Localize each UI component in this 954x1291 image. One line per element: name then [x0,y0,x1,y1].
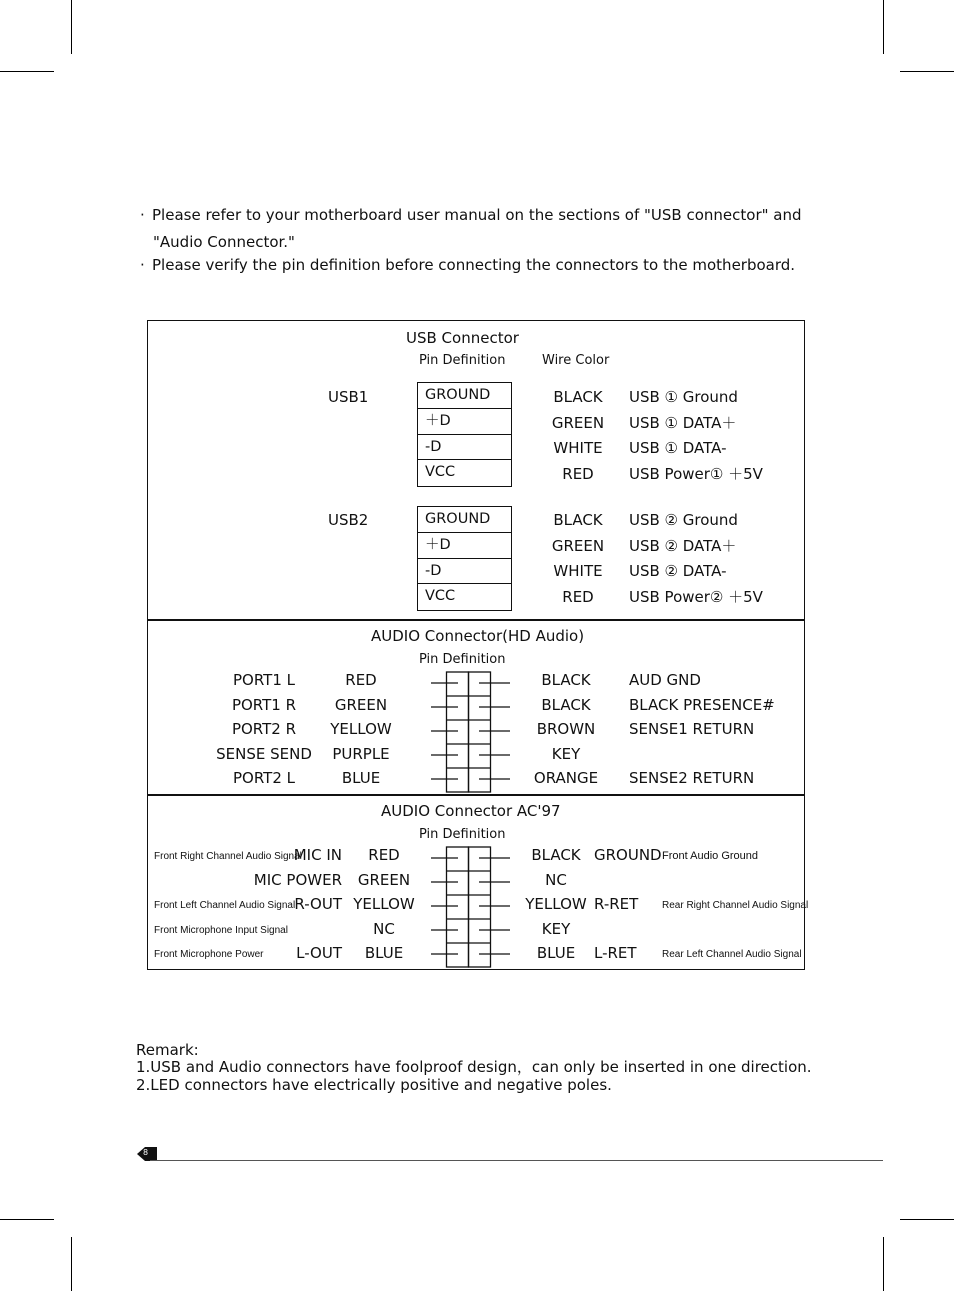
ac97-right-description: Rear Right Channel Audio Signal [662,900,809,911]
hd-audio-pin-header [428,671,513,793]
usb2-label: USB2 [328,511,369,529]
ac97-right-description: Rear Left Channel Audio Signal [662,949,802,960]
bullet: · [140,206,145,224]
audio-left-label: PORT2 L [232,769,295,787]
crop-mark [883,0,884,54]
wire-color: BLACK [553,511,603,529]
pin-cell: GROUND [418,507,511,533]
crop-mark [0,1219,54,1220]
pin-description: USB ① DATA＋ [629,414,737,432]
ac97-right-color: BLACK [531,846,581,864]
pin-cell: VCC [425,588,456,605]
audio-right-label: AUD GND [629,671,701,689]
ac97-right-label: R-RET [594,895,639,913]
wire-color: BLACK [553,388,603,406]
audio-left-label: SENSE SEND [216,745,312,763]
ac97-left-color: BLUE [364,944,404,962]
ac97-right-color: YELLOW [525,895,587,913]
remark-title: Remark: [136,1041,199,1059]
page-number: 8 [143,1148,149,1157]
ac97-pin-header [428,846,513,968]
ac97-left-color: GREEN [357,871,411,889]
audio-left-color: GREEN [334,696,388,714]
ac97-left-label: MIC POWER [253,871,342,889]
ac97-right-color: NC [545,871,567,889]
audio-right-label: SENSE2 RETURN [629,769,755,787]
ac97-right-description: Front Audio Ground [662,850,759,862]
wire-color: WHITE [553,439,603,457]
ac97-title: AUDIO Connector AC'97 [381,802,561,820]
audio-left-color: RED [345,671,377,689]
crop-mark [71,1237,72,1291]
wire-color: GREEN [551,414,605,432]
audio-left-color: PURPLE [332,745,390,763]
ac97-left-color: NC [373,920,395,938]
audio-right-color: BROWN [536,720,596,738]
audio-right-label: BLACK PRESENCE# [629,696,775,714]
ac97-right-label: L-RET [594,944,637,962]
footer-rule [150,1160,883,1161]
ac97-col-pin-definition: Pin Definition [419,827,506,842]
pin-description: USB Power② ＋5V [629,588,763,606]
audio-right-label: SENSE1 RETURN [629,720,755,738]
wire-color: RED [562,465,594,483]
usb1-pin-table [417,382,512,487]
hd-audio-title: AUDIO Connector(HD Audio) [371,627,585,645]
usb-col-wire-color: Wire Color [542,353,610,368]
ac97-left-color: YELLOW [353,895,415,913]
ac97-left-description: Front Microphone Input Signal [154,925,288,936]
audio-right-color: ORANGE [533,769,599,787]
ac97-left-label: R-OUT [294,895,342,913]
wire-color: RED [562,588,594,606]
wire-color: GREEN [551,537,605,555]
hd-audio-col-pin-definition: Pin Definition [419,652,506,667]
ac97-left-color: RED [368,846,400,864]
crop-mark [900,71,954,72]
connector-diagram [147,320,809,970]
remark-line: 2.LED connectors have electrically positive and negative poles. [136,1076,612,1094]
pin-description: USB Power① ＋5V [629,465,763,483]
crop-mark [71,0,72,54]
audio-left-label: PORT1 R [231,696,297,714]
audio-left-color: YELLOW [330,720,392,738]
ac97-right-label: GROUND [594,846,662,864]
pin-cell: -D [418,435,511,461]
ac97-right-color: KEY [541,920,571,938]
usb1-label: USB1 [328,388,369,406]
ac97-left-label: MIC IN [293,846,342,864]
audio-left-label: PORT1 L [232,671,295,689]
instruction-line: Please verify the pin definition before connecting the connectors to the motherboard. [152,256,796,274]
pin-description: USB ① DATA- [629,439,727,457]
audio-left-label: PORT2 R [231,720,297,738]
ac97-left-description: Front Microphone Power [154,949,264,960]
crop-mark [0,71,54,72]
pin-description: USB ② DATA＋ [629,537,737,555]
instruction-line: "Audio Connector." [153,233,295,251]
ac97-left-description: Front Left Channel Audio Signal [154,900,296,911]
crop-mark [883,1237,884,1291]
audio-right-color: BLACK [541,671,591,689]
section-divider [148,794,804,796]
ac97-left-label: L-OUT [296,944,342,962]
pin-description: USB ② Ground [629,511,738,529]
ac97-left-description: Front Right Channel Audio Signal [154,851,302,862]
usb2-pin-table [417,506,512,611]
pin-cell: ＋D [418,533,511,559]
wire-color: WHITE [553,562,603,580]
ac97-right-color: BLUE [536,944,576,962]
crop-mark [900,1219,954,1220]
audio-left-color: BLUE [341,769,381,787]
audio-right-color: KEY [551,745,581,763]
pin-description: USB ② DATA- [629,562,727,580]
usb-col-pin-definition: Pin Definition [419,353,506,368]
audio-right-color: BLACK [541,696,591,714]
pin-cell: -D [418,559,511,585]
bullet: · [140,256,145,274]
pin-cell: ＋D [418,409,511,435]
section-divider [148,619,804,621]
pin-cell: VCC [425,464,456,481]
pin-description: USB ① Ground [629,388,738,406]
pin-cell: GROUND [418,383,511,409]
usb-title: USB Connector [406,329,519,347]
remark-line: 1.USB and Audio connectors have foolproof design，can only be inserted in one direction. [136,1058,812,1076]
instruction-line: Please refer to your motherboard user manual on the sections of "USB connector" and [152,206,802,224]
